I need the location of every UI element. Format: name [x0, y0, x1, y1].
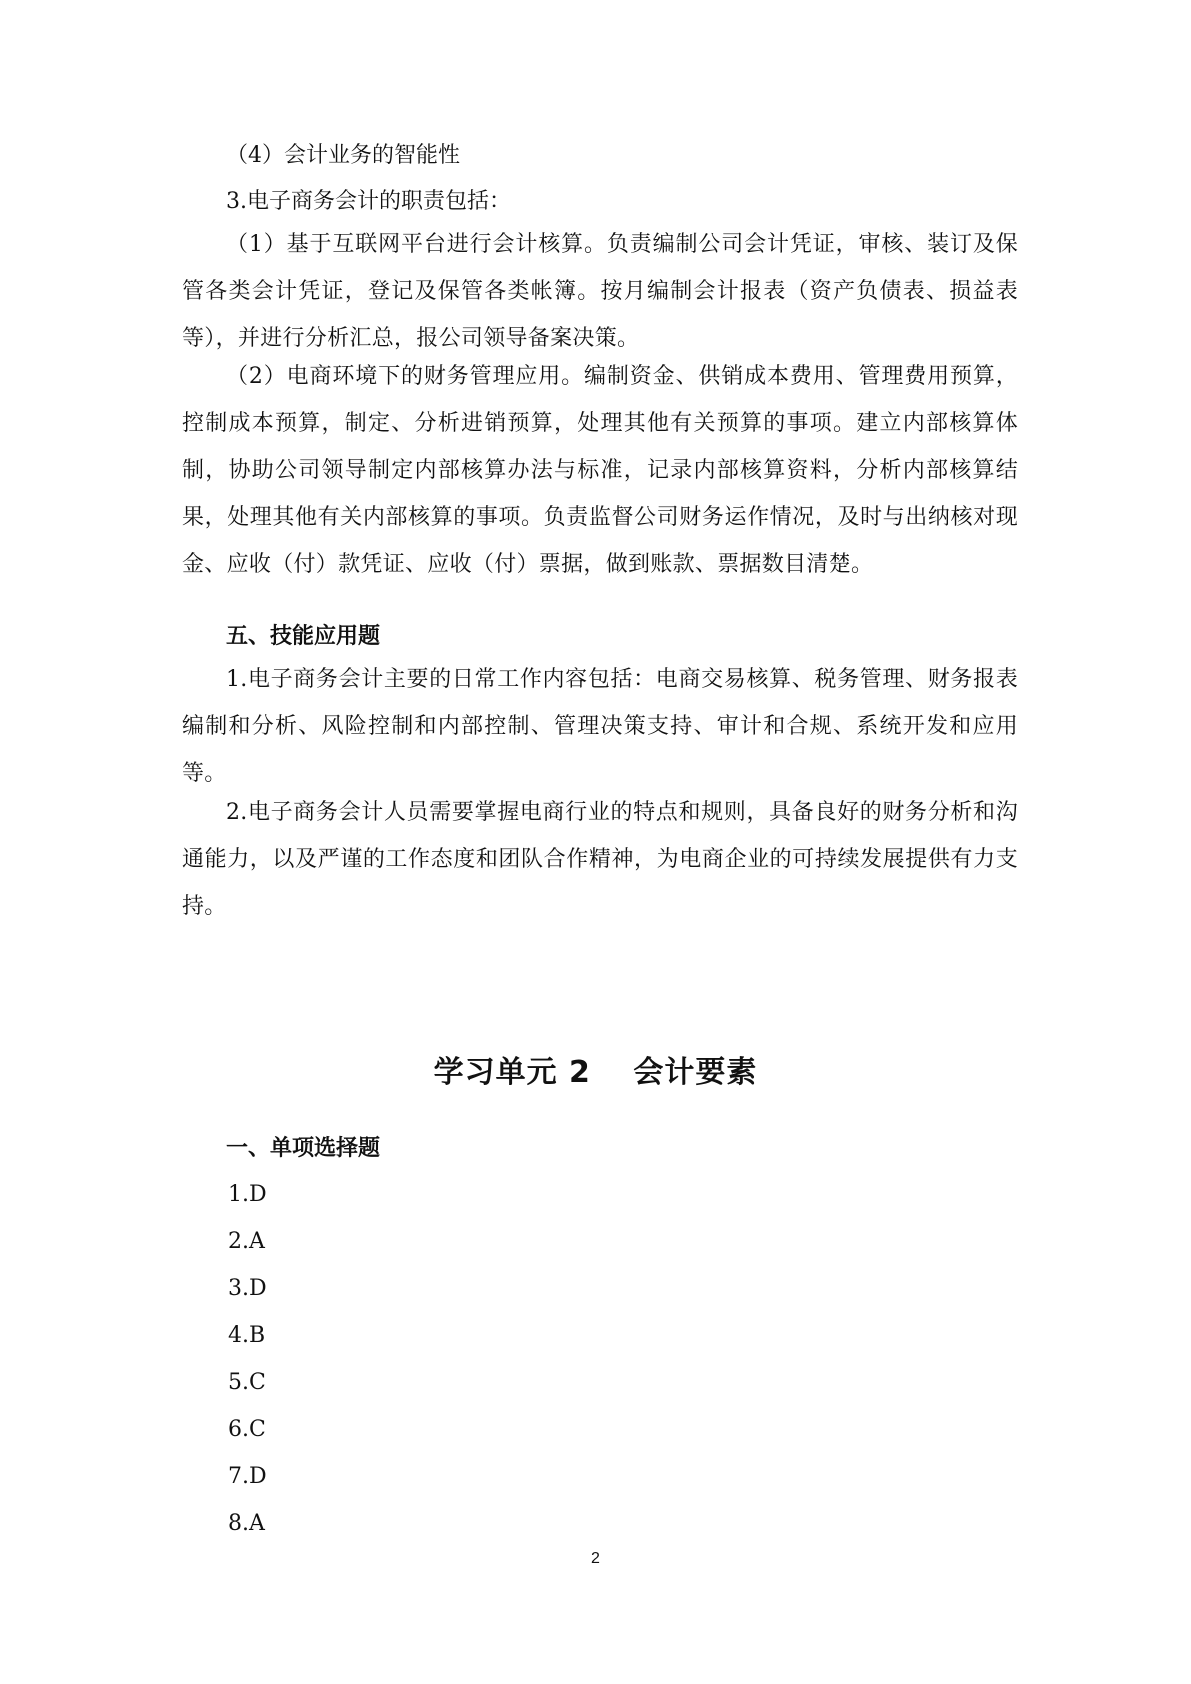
- section-5-heading: 五、技能应用题: [226, 624, 381, 649]
- section-1-heading: 一、单项选择题: [226, 1136, 381, 1161]
- unit-title: 学习单元 2 会计要素: [433, 1055, 758, 1090]
- answer-item: 2.A: [228, 1229, 265, 1254]
- answer-item: 5.C: [228, 1370, 266, 1395]
- skill-paragraph-1: 1.电子商务会计主要的日常工作内容包括：电商交易核算、税务管理、财务报表编制和分析、风险控制和内部控制、管理决策支持、审计和合规、系统开发和应用等。: [182, 667, 1018, 786]
- section-3-heading: 3.电子商务会计的职责包括：: [226, 189, 511, 214]
- answer-item: 7.D: [228, 1464, 267, 1489]
- page-number: 2: [591, 1550, 600, 1567]
- duty-paragraph-2: （2）电商环境下的财务管理应用。编制资金、供销成本费用、管理费用预算，控制成本预算，制定、分析进销预算，处理其他有关预算的事项。建立内部核算体制，协助公司领导制定内部核算办法与标准，记录内部核算资料，分析内部核算结果，处理其他有关内部核算的事项。负责监督公司财务运作情况，及时与出纳核对现金、应收（付）款凭证、应收（付）票据，做到账款、票据数目清楚。: [182, 364, 1018, 577]
- answer-item: 4.B: [228, 1323, 266, 1348]
- answer-item: 1.D: [228, 1182, 267, 1207]
- list-item-4: （4）会计业务的智能性: [226, 143, 460, 168]
- duty-paragraph-1: （1）基于互联网平台进行会计核算。负责编制公司会计凭证，审核、装订及保管各类会计凭证，登记及保管各类帐簿。按月编制会计报表（资产负债表、损益表等），并进行分析汇总，报公司领导备案决策。: [182, 232, 1018, 351]
- skill-paragraph-2: 2.电子商务会计人员需要掌握电商行业的特点和规则，具备良好的财务分析和沟通能力，以及严谨的工作态度和团队合作精神，为电商企业的可持续发展提供有力支持。: [182, 800, 1018, 919]
- answer-item: 8.A: [228, 1511, 265, 1536]
- answer-item: 3.D: [228, 1276, 267, 1301]
- answer-item: 6.C: [228, 1417, 266, 1442]
